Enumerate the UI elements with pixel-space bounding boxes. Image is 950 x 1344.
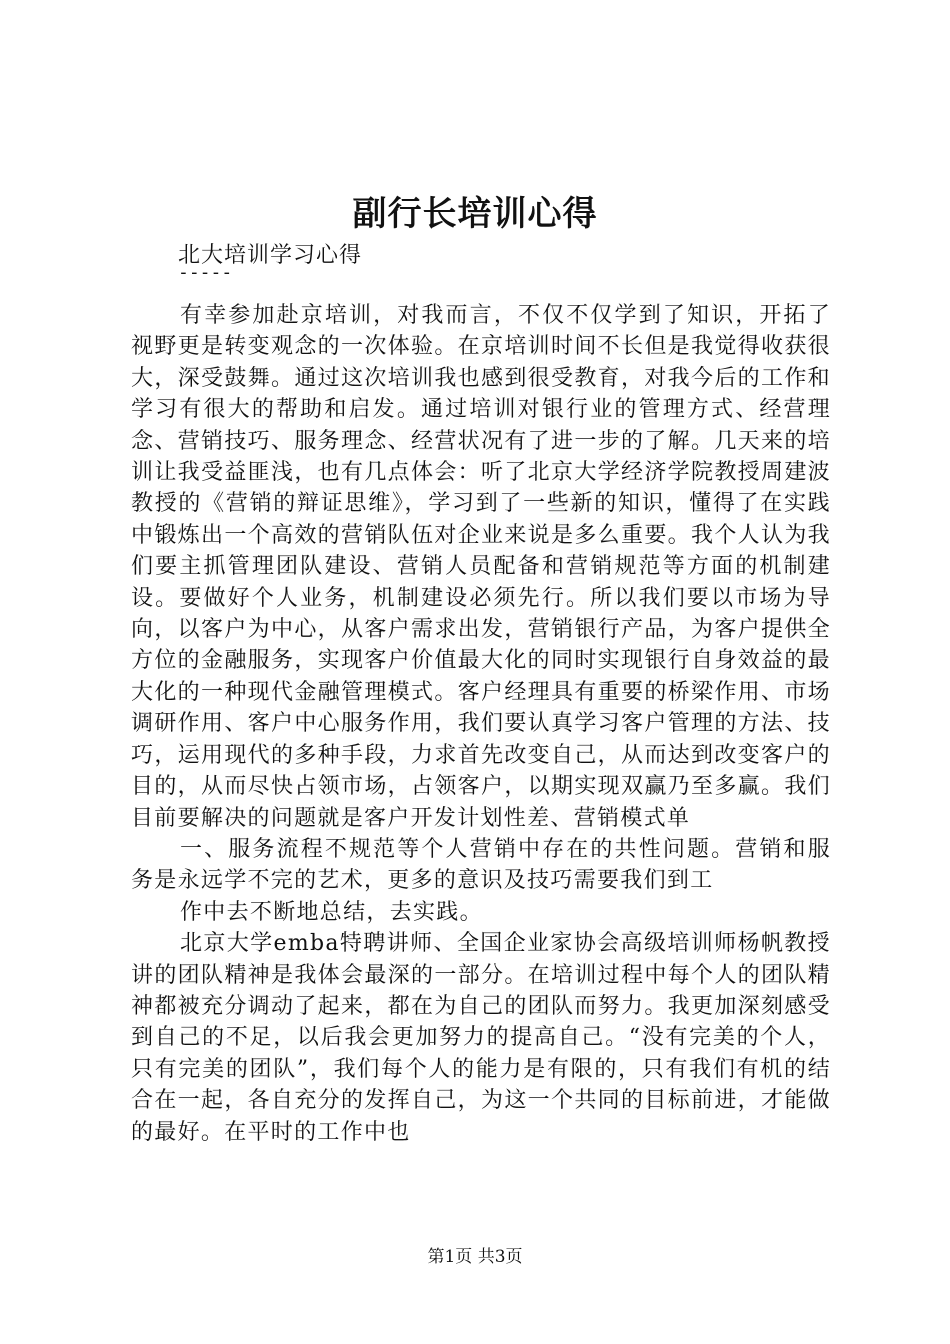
document-body bbox=[131, 300, 831, 1148]
page-number-footer: 第1页 共3页 bbox=[427, 1247, 523, 1267]
document-title: 副行长培训心得 bbox=[352, 194, 598, 234]
document-subtitle: 北大培训学习心得 bbox=[178, 243, 363, 268]
paragraph-1: 有幸参加赴京培训，对我而言，不仅不仅学到了知识，开拓了视野更是转变观念的一次体验。在京培训时间不长但是我觉得收获很大，深受鼓舞。通过这次培训我也感到很受教育，对我今后的工作和学习有很大的帮助和启发。通过培训对银行业的管理方式、经营理念、营销技巧、服务理念、经营状况有了进一步的了解。几天来的培训让我受益匪浅，也有几点体会：听了北京大学经济学院教授周建波教授的《营销的辩证思维》，学习到了一些新的知识，懂得了在实践中锻炼出一个高效的营销队伍对企业来说是多么重要。我个人认为我们要主抓管理团队建设、营销人员配备和营销规范等方面的机制建设。要做好个人业务，机制建设必须先行。所以我们要以市场为导向，以客户为中心，从客户需求出发，营销银行产品，为客户提供全方位的金融服务，实现客户价值最大化的同时实现银行自身效益的最大化的一种现代金融管理模式。客户经理具有重要的桥梁作用、市场调研作用、客户中心服务作用，我们要认真学习客户管理的方法、技巧，运用现代的多种手段，力求首先改变自己，从而达到改变客户的目的，从而尽快占领市场，占领客户，以期实现双赢乃至多赢。我们目前要解决的问题就是客户开发计划性差、营销模式单 bbox=[131, 303, 831, 831]
paragraph-4: 北京大学emba特聘讲师、全国企业家协会高级培训师杨帆教授讲的团队精神是我体会最深的一部分。在培训过程中每个人的团队精神都被充分调动了起来，都在为自己的团队而努力。我更加深刻感受到自己的不足，以后我会更加努力的提高自己。“没有完美的个人，只有完美的团队”，我们每个人的能力是有限的，只有我们有机的结合在一起，各自充分的发挥自己，为这一个共同的目标前进，才能做的最好。在平时的工作中也 bbox=[131, 931, 831, 1145]
paragraph-2: 一、服务流程不规范等个人营销中存在的共性问题。营销和服务是永远学不完的艺术，更多的意识及技巧需要我们到工 bbox=[131, 836, 831, 894]
divider-line: ----- bbox=[178, 262, 233, 283]
paragraph-3: 作中去不断地总结，去实践。 bbox=[180, 899, 483, 925]
